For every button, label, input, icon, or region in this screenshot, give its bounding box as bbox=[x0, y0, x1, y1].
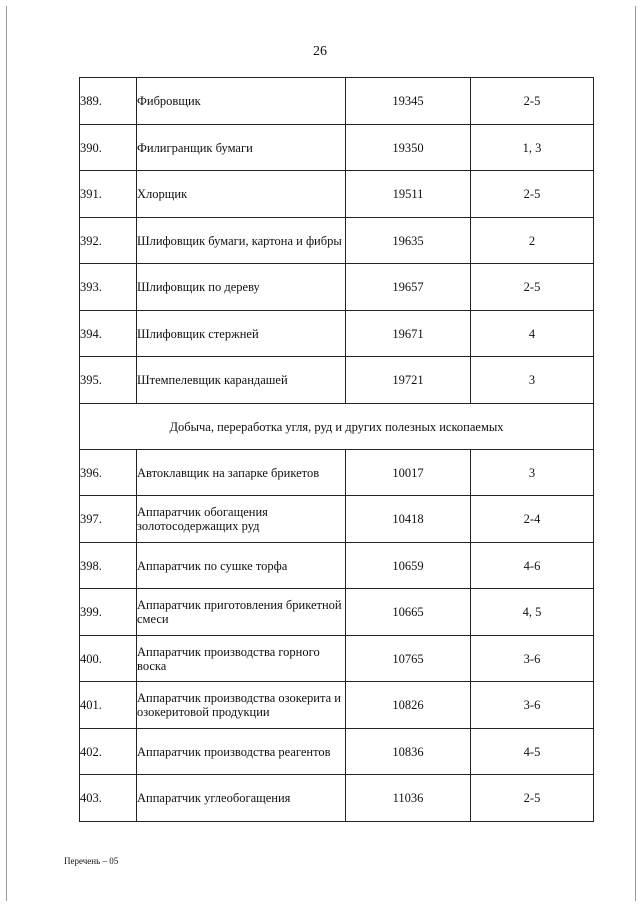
table-row bbox=[80, 682, 594, 729]
table-section bbox=[80, 404, 594, 450]
grade-range: 2-4 bbox=[471, 496, 594, 543]
occupation-code: 10765 bbox=[346, 636, 471, 682]
occupation-code: 19671 bbox=[346, 311, 471, 357]
row-number: 403. bbox=[80, 775, 137, 822]
row-number: 395. bbox=[80, 357, 137, 404]
occupation-name: Хлорщик bbox=[137, 171, 346, 218]
occupation-code: 10017 bbox=[346, 450, 471, 496]
section-header-row bbox=[80, 404, 594, 450]
occupation-code: 19635 bbox=[346, 218, 471, 264]
table-row bbox=[80, 78, 594, 125]
grade-range: 2-5 bbox=[471, 264, 594, 311]
row-number: 401. bbox=[80, 682, 137, 729]
table-row bbox=[80, 729, 594, 775]
table-row bbox=[80, 543, 594, 589]
occupation-name: Фибровщик bbox=[137, 78, 346, 125]
occupation-name: Аппаратчик производства реагентов bbox=[137, 729, 346, 775]
row-number: 399. bbox=[80, 589, 137, 636]
grade-range: 1, 3 bbox=[471, 125, 594, 171]
occupation-code: 10659 bbox=[346, 543, 471, 589]
table-row bbox=[80, 589, 594, 636]
table-body-mining bbox=[80, 450, 594, 822]
occupation-code: 10826 bbox=[346, 682, 471, 729]
row-number: 400. bbox=[80, 636, 137, 682]
footer-label: Перечень – 05 bbox=[64, 856, 119, 866]
row-number: 390. bbox=[80, 125, 137, 171]
occupation-name: Аппаратчик углеобогащения bbox=[137, 775, 346, 822]
section-title: Добыча, переработка угля, руд и других полезных ископаемых bbox=[80, 404, 594, 450]
table-row bbox=[80, 357, 594, 404]
table-row bbox=[80, 496, 594, 543]
table-row bbox=[80, 125, 594, 171]
grade-range: 3 bbox=[471, 357, 594, 404]
row-number: 398. bbox=[80, 543, 137, 589]
grade-range: 2-5 bbox=[471, 78, 594, 125]
occupation-name: Филигранщик бумаги bbox=[137, 125, 346, 171]
row-number: 389. bbox=[80, 78, 137, 125]
table-row bbox=[80, 775, 594, 822]
table-row bbox=[80, 636, 594, 682]
grade-range: 2-5 bbox=[471, 171, 594, 218]
row-number: 392. bbox=[80, 218, 137, 264]
table-row bbox=[80, 264, 594, 311]
row-number: 397. bbox=[80, 496, 137, 543]
occupation-code: 19511 bbox=[346, 171, 471, 218]
row-number: 402. bbox=[80, 729, 137, 775]
row-number: 394. bbox=[80, 311, 137, 357]
occupation-code: 10665 bbox=[346, 589, 471, 636]
occupation-name: Шлифовщик по дереву bbox=[137, 264, 346, 311]
occupation-name: Аппаратчик приготовления брикетной смеси bbox=[137, 589, 346, 636]
occupation-code: 19350 bbox=[346, 125, 471, 171]
row-number: 396. bbox=[80, 450, 137, 496]
grade-range: 2 bbox=[471, 218, 594, 264]
table-row bbox=[80, 311, 594, 357]
row-number: 393. bbox=[80, 264, 137, 311]
grade-range: 3 bbox=[471, 450, 594, 496]
grade-range: 4 bbox=[471, 311, 594, 357]
table-row bbox=[80, 450, 594, 496]
grade-range: 4, 5 bbox=[471, 589, 594, 636]
occupations-table bbox=[79, 77, 594, 822]
occupation-name: Аппаратчик по сушке торфа bbox=[137, 543, 346, 589]
grade-range: 3-6 bbox=[471, 682, 594, 729]
grade-range: 4-6 bbox=[471, 543, 594, 589]
grade-range: 2-5 bbox=[471, 775, 594, 822]
occupation-code: 11036 bbox=[346, 775, 471, 822]
grade-range: 4-5 bbox=[471, 729, 594, 775]
occupation-name: Аппаратчик производства озокерита и озокеритовой продукции bbox=[137, 682, 346, 729]
occupation-code: 19345 bbox=[346, 78, 471, 125]
occupation-code: 10836 bbox=[346, 729, 471, 775]
occupation-name: Аппаратчик обогащения золотосодержащих руд bbox=[137, 496, 346, 543]
occupation-code: 10418 bbox=[346, 496, 471, 543]
occupation-code: 19657 bbox=[346, 264, 471, 311]
table-body-paper bbox=[80, 78, 594, 404]
page-number: 26 bbox=[313, 44, 327, 59]
occupation-name: Шлифовщик стержней bbox=[137, 311, 346, 357]
occupation-name: Штемпелевщик карандашей bbox=[137, 357, 346, 404]
occupation-code: 19721 bbox=[346, 357, 471, 404]
grade-range: 3-6 bbox=[471, 636, 594, 682]
occupation-name: Автоклавщик на запарке брикетов bbox=[137, 450, 346, 496]
table-row bbox=[80, 218, 594, 264]
table-row bbox=[80, 171, 594, 218]
occupation-name: Аппаратчик производства горного воска bbox=[137, 636, 346, 682]
occupation-name: Шлифовщик бумаги, картона и фибры bbox=[137, 218, 346, 264]
row-number: 391. bbox=[80, 171, 137, 218]
